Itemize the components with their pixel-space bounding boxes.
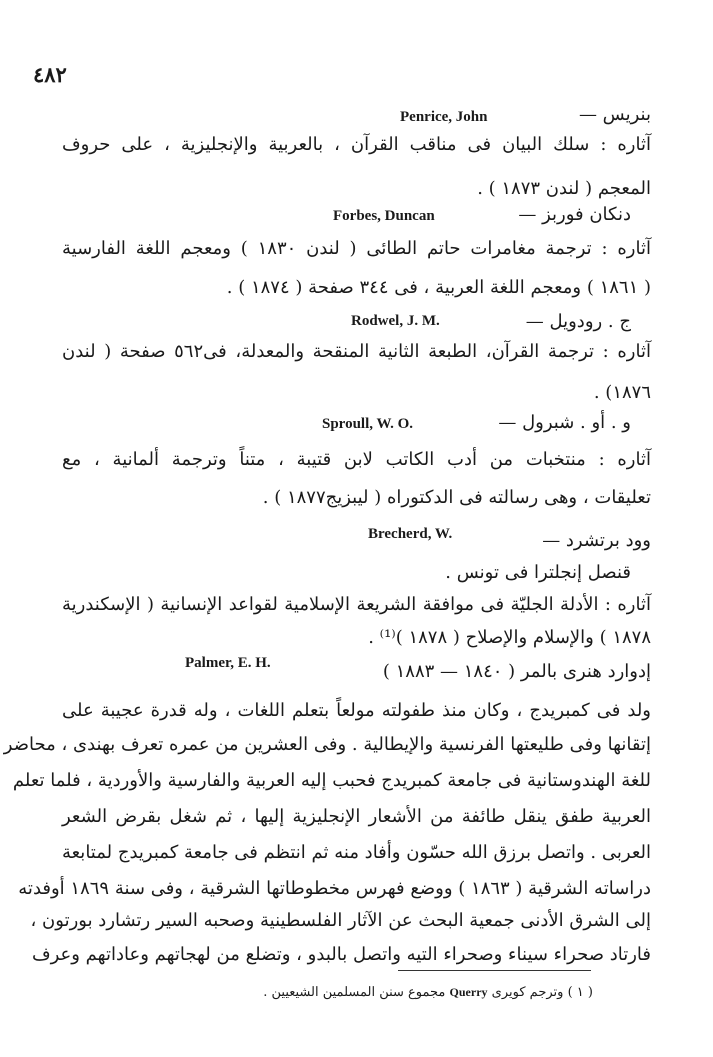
entry-line: فارتاد صحراء سيناء وصحراء التيه واتصل بالبدو ، وتضلع من لهجاتهم وعاداتهم وعرف [31, 944, 651, 965]
entry-line: دراساته الشرقية ( ١٨٦٣ ) ووضع فهرس مخطوطاتها الشرقية ، وفى سنة ١٨٦٩ أوفدته [18, 878, 651, 899]
entry-heading: دنكان فوربز — [518, 204, 631, 225]
entry-line: تعليقات ، وهى رسالته فى الدكتوراه ( ليبزيج١٨٧٧ ) . [262, 487, 651, 508]
entry-line: العربى . واتصل برزق الله حسّون وأفاد منه ثم انتظم فى جامعة كمبريدج لمتابعة [61, 842, 651, 863]
entry-line: المعجم ( لندن ١٨٧٣ ) . [477, 178, 651, 199]
page-number: ٤٨٢ [33, 62, 67, 87]
footnote [200, 985, 593, 1000]
entry-line: للغة الهندوستانية فى جامعة كمبريدج فحبب إليه العربية والفارسية والأوردية ، فلما تعلم [12, 770, 651, 791]
entry-line: آثاره : ترجمة مغامرات حاتم الطائى ( لندن ١٨٣٠ ) ومعجم اللغة الفارسية [62, 238, 651, 259]
entry-line: إتقانها وفى طليعتها الفرنسية والإيطالية . وفى العشرين من عمره تعرف بهندى ، محاضر [3, 734, 651, 755]
entry-heading: إدوارد هنرى بالمر ( ١٨٤٠ — ١٨٨٣ ) [382, 661, 651, 682]
footnote-separator [398, 970, 591, 971]
entry-line: ١٨٧٨ ) والإسلام والإصلاح ( ١٨٧٨ )⁽¹⁾ . [368, 627, 651, 648]
entry-heading: ج . رودويل — [525, 311, 631, 332]
entry-line: ( ١٨٦١ ) ومعجم اللغة العربية ، فى ٣٤٤ صفحة ( ١٨٧٤ ) . [226, 277, 651, 298]
entry-line: آثاره : منتخبات من أدب الكاتب لابن قتيبة ، متناً وترجمة ألمانية ، مع [62, 449, 651, 470]
entry-line: آثاره : ترجمة القرآن، الطبعة الثانية المنقحة والمعدلة، فى٥٦٢ صفحة ( لندن [62, 341, 651, 362]
entry-latin-name: Rodwel, J. M. [351, 313, 440, 329]
entry-latin-name: Brecherd, W. [368, 526, 453, 542]
entry-latin-name: Palmer, E. H. [185, 655, 271, 671]
entry-line: آثاره : سلك البيان فى مناقب القرآن ، بالعربية والإنجليزية ، على حروف [62, 134, 651, 155]
entry-line: قنصل إنجلترا فى تونس . [445, 562, 631, 583]
entry-latin-name: Forbes, Duncan [333, 208, 435, 224]
footnote-marker: ( ١ ) [567, 985, 593, 1000]
footnote-text-before: وترجم كويرى [491, 985, 564, 1000]
entry-line: ١٨٧٦) . [593, 382, 651, 403]
entry-line: ولد فى كمبريدج ، وكان منذ طفولته مولعاً بتعلم اللغات ، وله قدرة عجيبة على [62, 700, 651, 721]
entry-line: العربية طفق ينقل طائفة من الأشعار الإنجليزية إليها ، ثم شغل بقرض الشعر [62, 806, 651, 827]
footnote-text-after: مجموع سنن المسلمين الشيعيين . [263, 985, 446, 1000]
entry-line: إلى الشرق الأدنى جمعية البحث عن الآثار الفلسطينية وصحبه السير رتشارد بورتون ، [30, 910, 651, 931]
entry-latin-name: Penrice, John [400, 109, 488, 125]
footnote-latin: Querry [449, 985, 488, 999]
entry-heading: بنريس — [578, 104, 651, 125]
entry-heading: وود برتشرد — [542, 530, 651, 551]
entry-latin-name: Sproull, W. O. [322, 416, 414, 432]
entry-heading: و . أو . شبرول — [498, 412, 631, 433]
entry-line: آثاره : الأدلة الجليّة فى موافقة الشريعة الإسلامية لقواعد الإنسانية ( الإسكندرية [62, 594, 651, 615]
